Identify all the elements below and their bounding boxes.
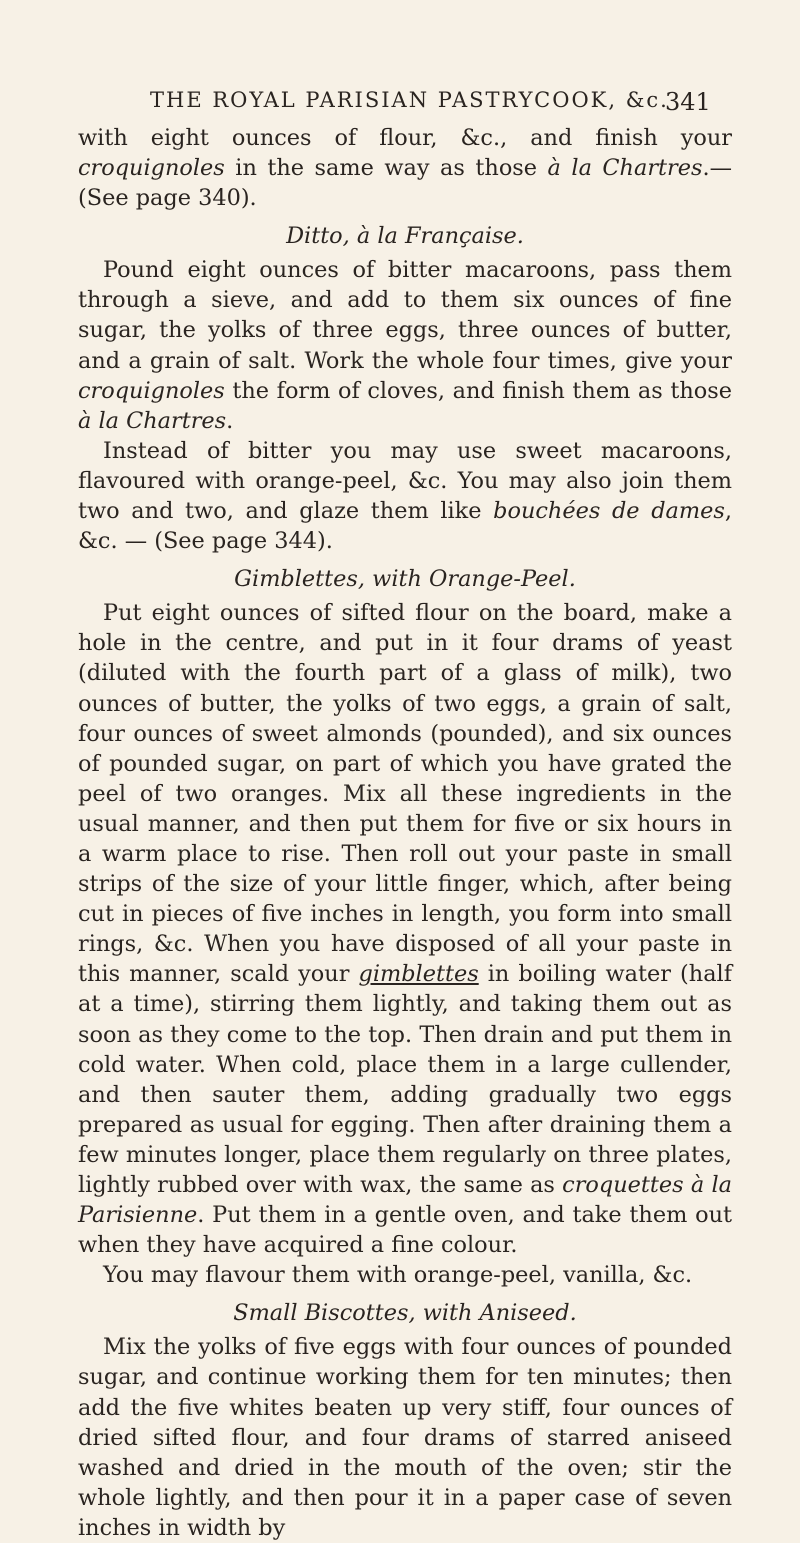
paragraph-ditto-variation: Instead of bitter you may use sweet macaroons, flavoured with orange-peel, &c. You may also join them two and two, and glaze them like bouchées de dames, &c. — (See page 344). bbox=[78, 437, 732, 555]
paragraph-gimblettes-flavour: You may flavour them with orange-peel, vanilla, &c. bbox=[103, 1262, 693, 1289]
running-head bbox=[0, 88, 800, 118]
heading-small-biscottes: Small Biscottes, with Aniseed. bbox=[233, 1300, 577, 1327]
paragraph-continued: with eight ounces of flour, &c., and finish your croquignoles in the same way as those à la Chartres.—(See page 340). bbox=[78, 125, 732, 212]
heading-ditto-francaise: Ditto, à la Française. bbox=[286, 223, 524, 250]
body-text bbox=[78, 123, 732, 1543]
running-head-title: THE ROYAL PARISIAN PASTRYCOOK, &c. bbox=[150, 88, 669, 112]
paragraph-ditto-method: Pound eight ounces of bitter macaroons, pass them through a sieve, and add to them six ounces of fine sugar, the yolks of three eggs, three ounces of butter, and a grain of salt. Work the whole four times, give your croquignoles the form of cloves, and finish them as those à la Chartres. bbox=[78, 257, 732, 434]
paragraph-biscottes-method: Mix the yolks of five eggs with four ounces of pounded sugar, and continue working them for ten minutes; then add the five whites beaten up very stiff, four ounces of dried sifted flour, and four drams of starred aniseed washed and dried in the mouth of the oven; stir the whole lightly, and then pour it in a paper case of seven inches in width by bbox=[78, 1334, 732, 1541]
paragraph-gimblettes-method: Put eight ounces of sifted flour on the board, make a hole in the centre, and put in it four drams of yeast (diluted with the fourth part of a glass of milk), two ounces of butter, the yolks of two eggs, a grain of salt, four ounces of sweet almonds (pounded), and six ounces of pounded sugar, on part of which you have grated the peel of two oranges. Mix all these ingredients in the usual manner, and then put them for five or six hours in a warm place to rise. Then roll out your paste in small strips of the size of your little finger, which, after being cut in pieces of five inches in length, you form into small rings, &c. When you have disposed of all your paste in this manner, scald your gimblettes in boiling water (half at a time), stirring them lightly, and taking them out as soon as they come to the top. Then drain and put them in cold water. When cold, place them in a large cullender, and then sauter them, adding gradually two eggs prepared as usual for egging. Then after draining them a few minutes longer, place them regularly on three plates, lightly rubbed over with wax, the same as croquettes à la Parisienne. Put them in a gentle oven, and take them out when they have acquired a fine colour. bbox=[78, 600, 732, 1259]
page-number: 341 bbox=[665, 88, 711, 116]
heading-gimblettes: Gimblettes, with Orange-Peel. bbox=[234, 566, 576, 593]
